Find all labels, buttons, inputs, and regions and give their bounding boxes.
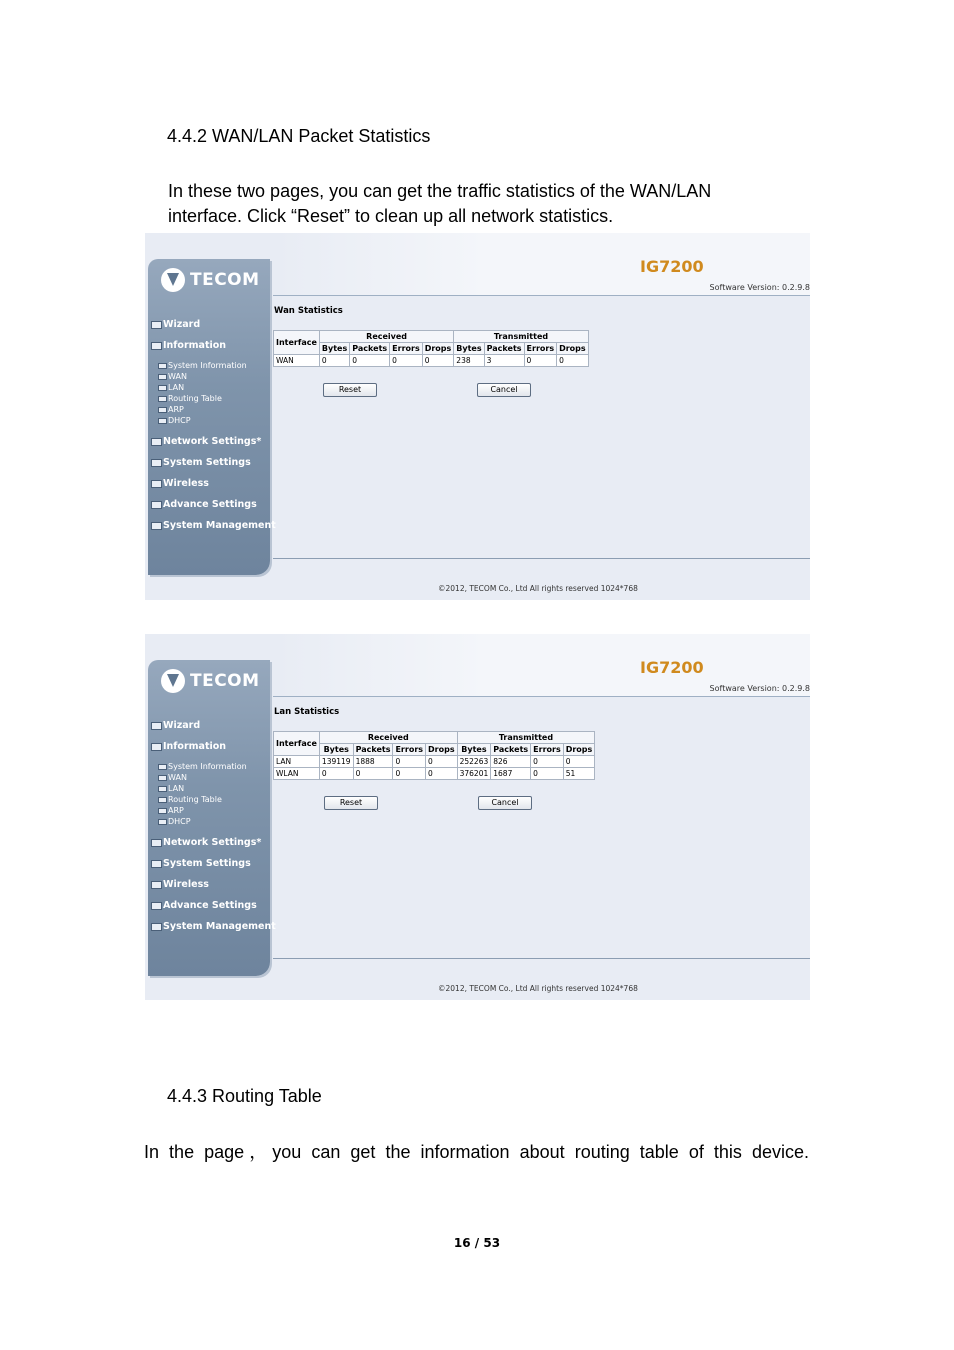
cell-rx-drops: 0 [426,768,458,780]
folder-icon [158,418,167,424]
header-tx-bytes: Bytes [454,343,484,355]
folder-icon [151,321,162,329]
nav-label: Routing Table [168,795,222,804]
header-tx-drops: Drops [557,343,589,355]
header-rx-drops: Drops [426,744,458,756]
lan-statistics-table [273,731,595,780]
wan-statistics-title: Wan Statistics [274,306,343,316]
cell-rx-packets: 1888 [353,756,393,768]
nav-label: Information [163,340,227,351]
nav-system-settings[interactable] [151,457,251,468]
nav-wan[interactable] [158,372,187,381]
cell-rx-errors: 0 [393,768,426,780]
header-tx-packets: Packets [484,343,524,355]
cell-tx-bytes: 252263 [457,756,491,768]
footer-divider [273,558,810,559]
folder-icon [151,902,162,910]
table-row [274,768,595,780]
folder-icon [151,860,162,868]
header-transmitted: Transmitted [457,732,595,744]
nav-lan[interactable] [158,383,184,392]
folder-icon [158,407,167,413]
nav-information[interactable] [151,340,226,351]
folder-icon [151,923,162,931]
nav-wan[interactable] [158,773,187,782]
model-name: IG7200 [640,257,704,276]
lan-statistics-screenshot [145,634,810,1000]
tecom-logo-icon [161,268,185,292]
header-rx-errors: Errors [390,343,423,355]
nav-system-management[interactable] [151,520,276,531]
cancel-button[interactable]: Cancel [477,383,531,397]
folder-icon [151,839,162,847]
nav-routing-table[interactable] [158,795,222,804]
nav-lan[interactable] [158,784,184,793]
copyright-notice: ©2012, TECOM Co., Ltd All rights reserved 1024*768 [438,584,638,593]
folder-icon [158,786,167,792]
header-interface: Interface [274,732,320,756]
wan-statistics-table [273,330,589,367]
nav-system-information[interactable] [158,762,247,771]
nav-label: Wireless [163,879,209,890]
nav-label: ARP [168,806,184,815]
nav-advance-settings[interactable] [151,499,257,510]
nav-label: Wireless [163,478,209,489]
cell-tx-packets: 826 [491,756,531,768]
nav-wizard[interactable] [151,319,200,330]
brand-name: TECOM [190,270,260,290]
folder-icon [151,459,162,467]
section-heading-routing-table: 4.4.3 Routing Table [167,1086,322,1106]
tecom-logo-icon [161,669,185,693]
tecom-logo [161,668,260,694]
header-tx-errors: Errors [524,343,557,355]
nav-label: WAN [168,773,187,782]
nav-advance-settings[interactable] [151,900,257,911]
reset-button[interactable]: Reset [324,796,378,810]
folder-open-icon [151,743,162,751]
brand-name: TECOM [190,671,260,691]
nav-label: DHCP [168,416,191,425]
nav-label: DHCP [168,817,191,826]
cell-rx-bytes: 0 [319,355,349,367]
nav-label: Wizard [163,720,201,731]
nav-label: Routing Table [168,394,222,403]
header-received: Received [319,331,453,343]
nav-network-settings[interactable] [151,436,261,447]
nav-label: System Management [163,520,276,531]
routing-table-paragraph: In the page，you can get the information about routing table of this device. [144,1142,809,1162]
header-rx-bytes: Bytes [319,744,353,756]
nav-system-management[interactable] [151,921,276,932]
header-rx-bytes: Bytes [319,343,349,355]
footer-divider [273,958,810,959]
intro-paragraph-line-1: In these two pages, you can get the traffic statistics of the WAN/LAN [168,181,712,201]
model-name: IG7200 [640,658,704,677]
cell-interface: LAN [274,756,320,768]
nav-label: System Information [168,361,247,370]
nav-arp[interactable] [158,806,184,815]
folder-icon [151,722,162,730]
copyright-notice: ©2012, TECOM Co., Ltd All rights reserved 1024*768 [438,984,638,993]
cell-tx-errors: 0 [524,355,557,367]
table-row [274,355,589,367]
section-heading-packet-statistics: 4.4.2 WAN/LAN Packet Statistics [167,126,431,146]
cell-tx-packets: 3 [484,355,524,367]
cell-rx-errors: 0 [393,756,426,768]
folder-icon [158,764,167,770]
sidebar [148,259,276,575]
folder-icon [158,374,167,380]
nav-label: LAN [168,383,185,392]
cell-tx-bytes: 238 [454,355,484,367]
nav-network-settings[interactable] [151,837,261,848]
cell-rx-errors: 0 [390,355,423,367]
header-transmitted: Transmitted [454,331,588,343]
folder-open-icon [151,342,162,350]
folder-icon [158,797,167,803]
header-band [273,233,810,296]
cell-tx-drops: 0 [563,756,595,768]
nav-routing-table[interactable] [158,394,222,403]
header-tx-packets: Packets [491,744,531,756]
header-tx-drops: Drops [563,744,595,756]
nav-label: Wizard [163,319,201,330]
wan-statistics-screenshot [145,233,810,600]
header-tx-bytes: Bytes [457,744,491,756]
nav-label: System Management [163,921,276,932]
cell-rx-packets: 0 [350,355,390,367]
header-rx-drops: Drops [422,343,454,355]
nav-label: Network Settings* [163,837,262,848]
folder-icon [151,480,162,488]
folder-icon [151,881,162,889]
nav-label: System Settings [163,457,251,468]
folder-icon [151,501,162,509]
nav-wireless[interactable] [151,879,209,890]
folder-icon [158,363,167,369]
nav-label: Information [163,741,227,752]
software-version: Software Version: 0.2.9.8 [709,283,810,292]
page-number: 16 / 53 [453,1236,501,1250]
cell-rx-drops: 0 [426,756,458,768]
lan-statistics-title: Lan Statistics [274,707,340,717]
header-tx-errors: Errors [531,744,564,756]
cell-rx-drops: 0 [422,355,454,367]
header-rx-packets: Packets [350,343,390,355]
cell-interface: WLAN [274,768,320,780]
folder-icon [158,396,167,402]
software-version: Software Version: 0.2.9.8 [709,684,810,693]
nav-system-settings[interactable] [151,858,251,869]
cell-rx-bytes: 139119 [319,756,353,768]
header-rx-errors: Errors [393,744,426,756]
nav-label: Network Settings* [163,436,262,447]
nav-information[interactable] [151,741,226,752]
cell-tx-bytes: 376201 [457,768,491,780]
folder-icon [158,819,167,825]
cell-interface: WAN [274,355,320,367]
nav-label: Advance Settings [163,900,257,911]
nav-dhcp[interactable] [158,416,191,425]
nav-label: WAN [168,372,187,381]
header-rx-packets: Packets [353,744,393,756]
nav-system-information[interactable] [158,361,247,370]
header-band [273,634,810,697]
table-row [274,756,595,768]
header-received: Received [319,732,457,744]
nav-label: Advance Settings [163,499,257,510]
cell-tx-packets: 1687 [491,768,531,780]
folder-icon [151,522,162,530]
folder-icon [158,808,167,814]
folder-icon [151,438,162,446]
intro-paragraph-line-2: interface. Click “Reset” to clean up all network statistics. [168,206,614,226]
sidebar [148,660,276,976]
folder-icon [158,385,167,391]
cell-tx-errors: 0 [531,756,564,768]
cell-rx-bytes: 0 [319,768,353,780]
nav-wireless[interactable] [151,478,209,489]
cell-rx-packets: 0 [353,768,393,780]
tecom-logo [161,267,260,293]
folder-icon [158,775,167,781]
nav-label: System Settings [163,858,251,869]
reset-button[interactable]: Reset [323,383,377,397]
nav-dhcp[interactable] [158,817,191,826]
nav-arp[interactable] [158,405,184,414]
cell-tx-errors: 0 [531,768,564,780]
nav-label: ARP [168,405,184,414]
cell-tx-drops: 51 [563,768,595,780]
nav-wizard[interactable] [151,720,200,731]
cancel-button[interactable]: Cancel [478,796,532,810]
header-interface: Interface [274,331,320,355]
nav-label: System Information [168,762,247,771]
nav-label: LAN [168,784,185,793]
cell-tx-drops: 0 [557,355,589,367]
